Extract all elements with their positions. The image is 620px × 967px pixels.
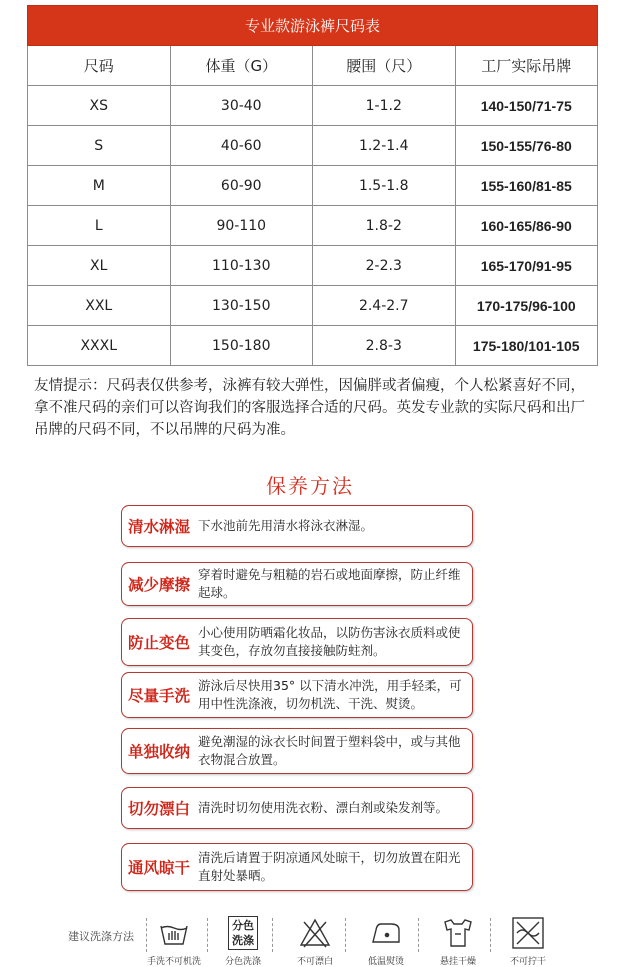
care-item-rinse	[121, 505, 473, 547]
care-item-reduce-friction	[121, 562, 473, 606]
care-item-label: 通风晾干	[128, 859, 191, 877]
cell-size: XS	[28, 86, 171, 126]
table-row	[28, 206, 598, 246]
cell-factory-tag: 140-150/71-75	[455, 86, 598, 126]
cell-size: XL	[28, 246, 171, 286]
size-table-header-row	[28, 46, 598, 86]
care-item-desc: 游泳后尽快用35° 以下清水冲洗，用手轻柔，可用中性洗涤液，切勿机洗、干洗、熨烫。	[198, 678, 462, 711]
cell-factory-tag: 155-160/81-85	[455, 166, 598, 206]
care-item-desc: 下水池前先用清水将泳衣淋湿。	[198, 518, 374, 533]
care-item-air-dry	[121, 843, 473, 891]
care-item-label: 减少摩擦	[128, 576, 191, 594]
header-factory-tag: 工厂实际吊牌	[455, 46, 598, 86]
cell-waist: 2.8-3	[313, 326, 456, 366]
hang-dry-icon	[441, 916, 475, 950]
divider	[272, 918, 273, 952]
wash-instructions	[0, 910, 620, 967]
care-title: 保养方法	[266, 474, 354, 498]
care-item-no-bleach	[121, 787, 473, 829]
care-item-desc: 清洗后请置于阴凉通风处晾干，切勿放置在阳光直射处暴晒。	[198, 850, 461, 883]
table-row	[28, 126, 598, 166]
table-row	[28, 86, 598, 126]
divider	[490, 918, 491, 952]
cell-factory-tag: 160-165/86-90	[455, 206, 598, 246]
cell-size: S	[28, 126, 171, 166]
care-item-label: 防止变色	[128, 634, 191, 652]
cell-waist: 2-2.3	[313, 246, 456, 286]
divider	[345, 918, 346, 952]
size-note: 友情提示：尺码表仅供参考，泳裤有较大弹性，因偏胖或者偏瘦，个人松紧喜好不同，拿不准尺码的亲们可以咨询我们的客服选择合适的尺码。英发专业款的实际尺码和出厂吊牌的尺码不同，不以吊牌的尺码为准。	[34, 378, 585, 438]
divider	[418, 918, 419, 952]
care-item-desc: 清洗时切勿使用洗衣粉、漂白剂或染发剂等。	[198, 800, 449, 815]
cell-waist: 1.5-1.8	[313, 166, 456, 206]
cell-weight: 60-90	[170, 166, 313, 206]
cell-size: L	[28, 206, 171, 246]
wash-caption: 低温熨烫	[367, 957, 404, 967]
cell-factory-tag: 175-180/101-105	[455, 326, 598, 366]
cell-waist: 1-1.2	[313, 86, 456, 126]
separate-wash-icon: 分色洗涤	[228, 916, 258, 950]
care-item-label: 清水淋湿	[128, 518, 191, 536]
size-table-title-row	[28, 6, 598, 46]
care-item-prevent-fading	[121, 618, 473, 666]
table-row	[28, 326, 598, 366]
care-item-label: 单独收纳	[128, 743, 191, 761]
cell-weight: 30-40	[170, 86, 313, 126]
divider	[207, 918, 208, 952]
care-item-store-separately	[121, 728, 473, 774]
table-row	[28, 246, 598, 286]
size-table	[27, 5, 598, 366]
care-item-hand-wash	[121, 672, 473, 718]
cell-size: XXL	[28, 286, 171, 326]
low-iron-icon	[369, 916, 403, 950]
care-item-desc: 小心使用防晒霜化妆品，以防伤害泳衣质料或使其变色，存放勿直接接触防蛀剂。	[198, 625, 461, 658]
no-wring-icon	[511, 916, 545, 950]
cell-factory-tag: 165-170/91-95	[455, 246, 598, 286]
cell-weight: 40-60	[170, 126, 313, 166]
no-bleach-icon	[298, 916, 332, 950]
size-table-title: 专业款游泳裤尺码表	[28, 6, 598, 46]
header-size: 尺码	[28, 46, 171, 86]
cell-weight: 110-130	[170, 246, 313, 286]
header-weight: 体重（G）	[170, 46, 313, 86]
cell-size: XXXL	[28, 326, 171, 366]
care-item-label: 尽量手洗	[128, 687, 191, 705]
cell-weight: 90-110	[170, 206, 313, 246]
wash-caption: 手洗不可机洗	[146, 957, 201, 967]
table-row	[28, 286, 598, 326]
hand-wash-icon	[157, 916, 191, 950]
care-item-desc: 避免潮湿的泳衣长时间置于塑料袋中，或与其他衣物混合放置。	[198, 734, 461, 767]
cell-size: M	[28, 166, 171, 206]
divider	[146, 918, 147, 952]
header-waist: 腰围（尺）	[313, 46, 456, 86]
care-item-desc: 穿着时避免与粗糙的岩石或地面摩擦，防止纤维起球。	[198, 567, 461, 600]
cell-factory-tag: 170-175/96-100	[455, 286, 598, 326]
wash-label: 建议洗涤方法	[68, 930, 134, 943]
wash-caption: 悬挂干燥	[439, 957, 476, 967]
wash-caption: 不可漂白	[296, 957, 333, 967]
cell-waist: 1.2-1.4	[313, 126, 456, 166]
cell-weight: 150-180	[170, 326, 313, 366]
table-row	[28, 166, 598, 206]
cell-factory-tag: 150-155/76-80	[455, 126, 598, 166]
care-item-label: 切勿漂白	[128, 800, 191, 818]
cell-waist: 1.8-2	[313, 206, 456, 246]
cell-weight: 130-150	[170, 286, 313, 326]
cell-waist: 2.4-2.7	[313, 286, 456, 326]
wash-caption: 分色洗涤	[224, 957, 261, 967]
wash-caption: 不可拧干	[509, 957, 546, 967]
